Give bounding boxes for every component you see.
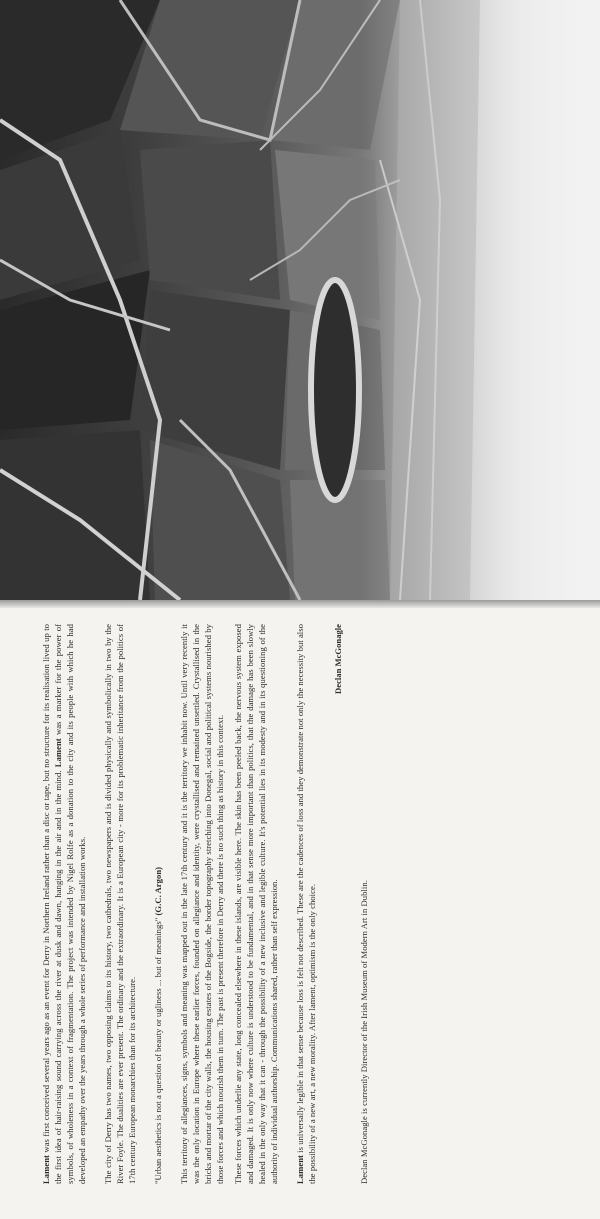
paragraph-1-text-b: was a marker for the power of symbols, of wholeness in a context of fragmentation. The project was intended by Nigel Rolfe as a donation to the city and its people with which he had developed an empathy over the years through a whole series of performance and installation works. [53, 624, 87, 1184]
quote-text: "Urban aesthetics is not a question of beauty or ugliness ... but of meanings" [153, 915, 163, 1184]
paragraph-4: These forces which underlie any state, long concealed elsewhere in these islands, are visible here. The skin has been peeled back, the nervous system exposed and damaged. It is only now where culture is understood to be fundamental, and in that sense more important than politics, that the damage has been slowly healed in the only way that it can - through the possibility of a new inclusive and legible culture. It's potential lies in its modesty and in its questioning of the authority of individual authorship. Communications shared, rather than self expression. [233, 624, 279, 1184]
paragraph-5 [294, 624, 318, 1184]
aerial-landscape-photo [0, 0, 600, 606]
paragraph-3: This territory of allegiances, signs, symbols and meaning was mapped out in the late 17th century and it is the territory we inhabit now. Until very recently it was the only location in Europe where these earlier forces, founded on allegiance and identity, were crystallised and remained unsettled. Crystallised in the bricks and mortar of the city walls, the housing estates of the Bogside, the border topography stretching into Donegal, social and political systems nourished by those forces and which nourish them in turn. The past is present therefore in Derry and there is no such thing as history in this context. [179, 624, 225, 1184]
photo-bottom-edge [0, 600, 600, 608]
author-bio: Declan McGonagle is currently Director of the Irish Museum of Modern Art in Dublin. [359, 880, 369, 1184]
paragraph-2: The city of Derry has two names, two opposing claims to its history, two cathedrals, two newspapers and is divided physically and symbolically in two by the River Foyle. The dualities are ever present. The ordinary and the extraordinary. It is a European city - more for its problematic inheritance from the politics of 17th century European monarchies than for its architecture. [103, 624, 137, 1184]
author-signature: Declan McGonagle [333, 624, 343, 694]
lament-title-2: Lament [53, 738, 63, 768]
lament-title-3: Lament [295, 1155, 305, 1184]
photo-graphic [0, 0, 600, 606]
quote-attribution: (G.C. Argon) [153, 866, 163, 916]
essay-text [40, 624, 560, 1184]
paragraph-5-text: is universally legible in that sense because loss is felt not described. These are the cadences of loss and they demonstrate not only the necessity but also the possibility of a new art, a new morality. After lament, optimism is the only choice. [295, 624, 317, 1184]
paragraph-1-text-a: was first conceived several years ago as an event for Derry in Northern Ireland rather than a disc or tape, but no structure for its realisation lived up to the first idea of hair-raising sound carrying across the river at dusk and dawn, hanging in the air and in the mind. [41, 624, 63, 1184]
lament-title-1: Lament [41, 1155, 51, 1184]
quotation [152, 624, 164, 1184]
paragraph-1 [40, 624, 88, 1184]
